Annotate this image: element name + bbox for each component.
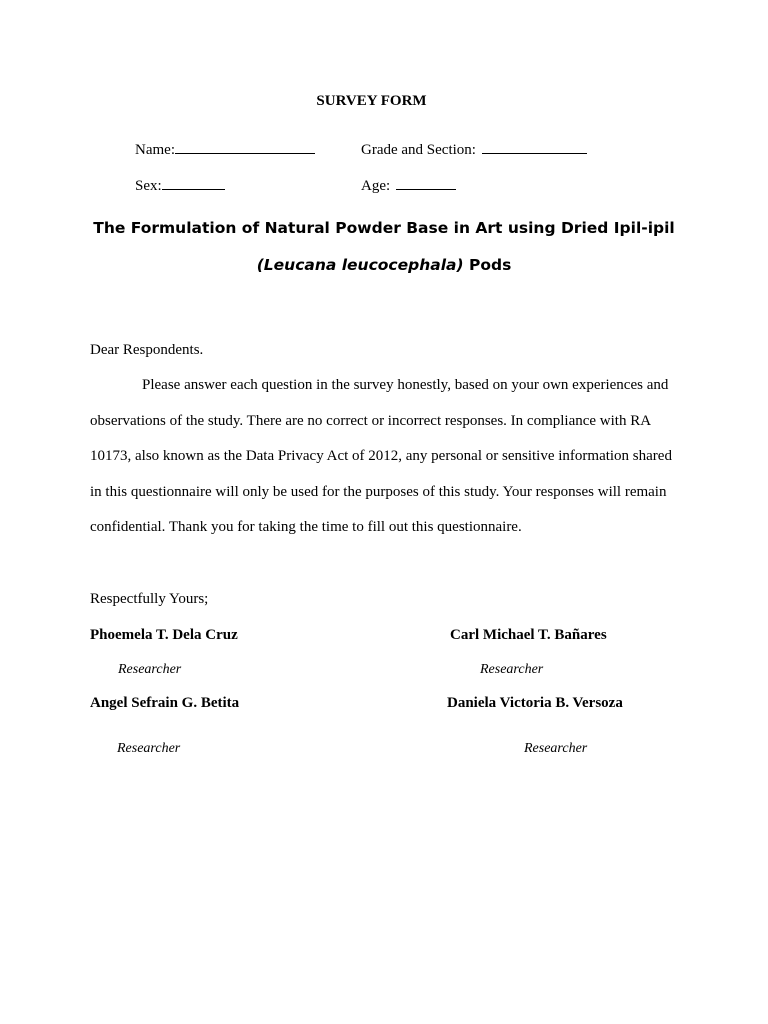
age-field[interactable] (361, 175, 456, 195)
name-label: Name: (135, 142, 175, 158)
form-title: SURVEY FORM (316, 93, 427, 109)
study-title-line-2 (0, 256, 768, 274)
grade-section-blank[interactable] (482, 139, 587, 154)
researcher-name: Carl Michael T. Bañares (450, 627, 607, 643)
sex-label: Sex: (135, 178, 162, 194)
sex-blank[interactable] (162, 175, 225, 190)
study-title-suffix: Pods (463, 256, 512, 274)
researcher-role: Researcher (117, 741, 181, 756)
sex-field[interactable] (135, 175, 225, 195)
researcher-name: Phoemela T. Dela Cruz (90, 627, 238, 643)
salutation: Dear Respondents. (90, 342, 204, 358)
scientific-name: (Leucana leucocephala) (256, 256, 464, 274)
age-label: Age: (361, 178, 391, 194)
name-blank[interactable] (175, 139, 315, 154)
researcher-role: Researcher (524, 741, 588, 756)
grade-section-field[interactable] (361, 139, 587, 159)
age-blank[interactable] (396, 175, 456, 190)
researcher-role: Researcher (480, 662, 544, 677)
closing: Respectfully Yours; (90, 591, 209, 607)
researcher-role: Researcher (118, 662, 182, 677)
researcher-name: Daniela Victoria B. Versoza (447, 695, 623, 711)
study-title-line-1: The Formulation of Natural Powder Base in Art using Dried Ipil-ipil (93, 219, 675, 237)
grade-section-label: Grade and Section: (361, 142, 476, 158)
researcher-name: Angel Sefrain G. Betita (90, 695, 240, 711)
letter-body: Please answer each question in the survey honestly, based on your own experiences and observations of the study. There are no correct or incorrect responses. In compliance with RA 10173, also known as the Data Privacy Act of 2012, any personal or sensitive information shared in this questionnaire will only be used for the purposes of this study. Your responses will remain confidential. Thank you for taking the time to fill out this questionnaire. (90, 377, 672, 536)
name-field[interactable] (135, 139, 315, 159)
